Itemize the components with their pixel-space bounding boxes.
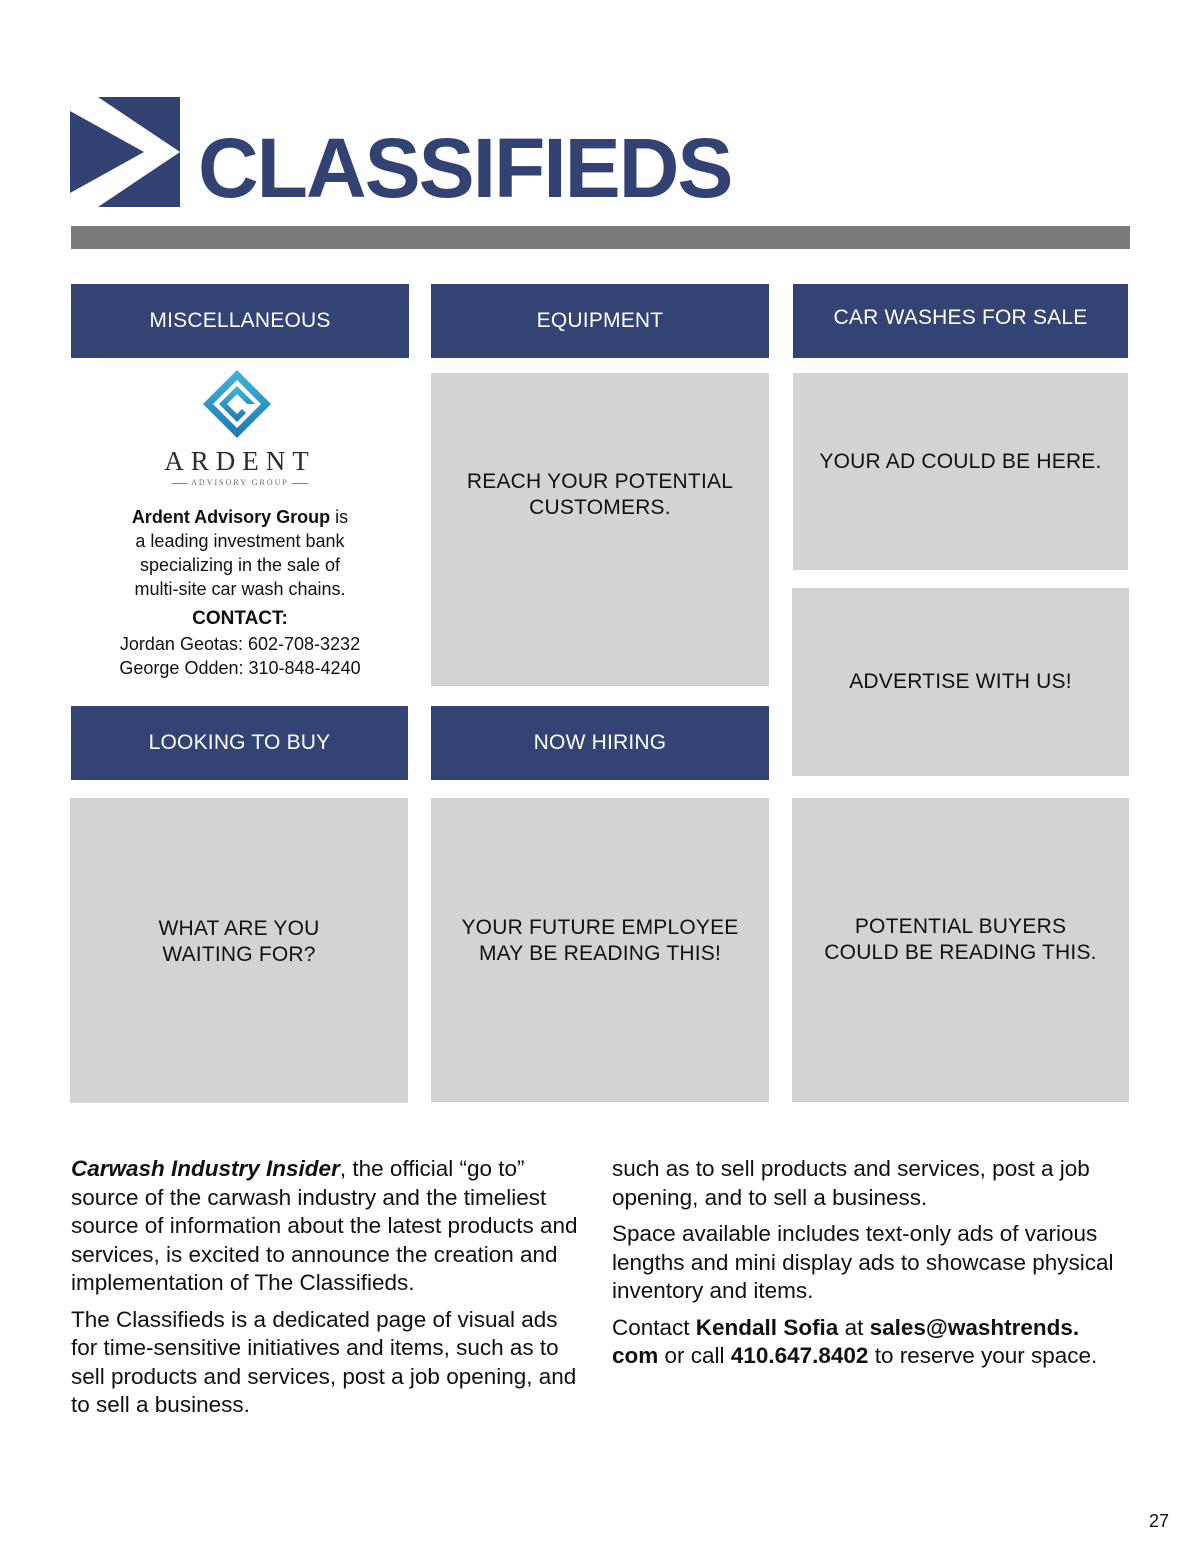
ardent-logo-name: ARDENT bbox=[164, 446, 316, 476]
contact-george: George Odden: 310-848-4240 bbox=[119, 658, 361, 678]
contact-name: Kendall Sofia bbox=[695, 1314, 839, 1340]
contact-paragraph: Contact Kendall Sofia at sales@washtrends. com or call 410.647.8402 to reserve your space. bbox=[612, 1314, 1098, 1368]
ad-slot-car-wash-2: ADVERTISE WITH US! bbox=[792, 588, 1129, 776]
classifieds-description-continued: such as to sell products and services, post a job opening, and to sell a business. bbox=[612, 1156, 1090, 1210]
ardent-ad bbox=[71, 362, 409, 684]
header-rule bbox=[71, 226, 1130, 249]
contact-phone[interactable]: 410.647.8402 bbox=[730, 1343, 869, 1368]
classifieds-description: The Classifieds is a dedicated page of visual ads for time-sensitive initiatives and items, such as to sell products and services, post a job opening, and to sell a business. bbox=[71, 1306, 577, 1417]
category-car-washes-for-sale: CAR WASHES FOR SALE bbox=[793, 284, 1128, 358]
intro-column-left bbox=[71, 1155, 586, 1417]
ad-slot-car-wash-3: POTENTIAL BUYERS COULD BE READING THIS. bbox=[792, 798, 1129, 1102]
ad-slot-now-hiring: YOUR FUTURE EMPLOYEE MAY BE READING THIS! bbox=[431, 798, 769, 1102]
intro-paragraph: Carwash Industry Insider, the official “go to” source of the carwash industry and the timeliest source of information about the latest products and services, is excited to announce the creation and implementation of The Classifieds. bbox=[71, 1156, 578, 1295]
ad-slot-looking-to-buy: WHAT ARE YOU WAITING FOR? bbox=[70, 798, 408, 1103]
space-available-paragraph: Space available includes text-only ads of various lengths and mini display ads to showcase physical inventory and items. bbox=[612, 1221, 1114, 1303]
ad-slot-equipment: REACH YOUR POTENTIAL CUSTOMERS. bbox=[431, 373, 769, 686]
category-looking-to-buy: LOOKING TO BUY bbox=[71, 706, 408, 780]
page-title: CLASSIFIEDS bbox=[198, 121, 732, 215]
contact-email[interactable]: sales@washtrends. bbox=[869, 1314, 1080, 1340]
category-miscellaneous: MISCELLANEOUS bbox=[71, 284, 409, 358]
category-now-hiring: NOW HIRING bbox=[431, 706, 769, 780]
page-number: 27 bbox=[1148, 1511, 1169, 1531]
ad-slot-car-wash-1: YOUR AD COULD BE HERE. bbox=[793, 373, 1128, 570]
contact-label: CONTACT: bbox=[192, 608, 288, 629]
contact-list bbox=[71, 632, 409, 680]
ardent-description: Ardent Advisory Group is a leading investment bank specializing in the sale of multi-site car wash chains. bbox=[131, 507, 349, 599]
ardent-logo-subtitle: ADVISORY GROUP bbox=[71, 478, 409, 487]
category-equipment: EQUIPMENT bbox=[431, 284, 769, 358]
contact-jordan: Jordan Geotas: 602-708-3232 bbox=[119, 634, 361, 654]
intro-column-right bbox=[612, 1155, 1142, 1379]
ardent-company-name: Ardent Advisory Group bbox=[131, 507, 331, 527]
ardent-logo-icon bbox=[201, 368, 273, 440]
publication-name: Carwash Industry Insider bbox=[71, 1156, 340, 1181]
chevron-right-icon bbox=[70, 97, 180, 207]
